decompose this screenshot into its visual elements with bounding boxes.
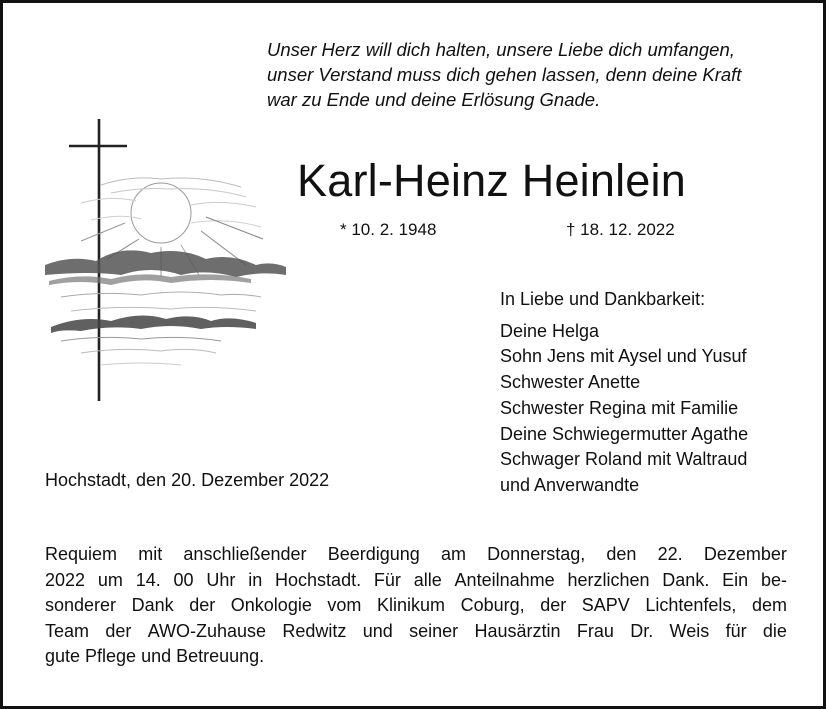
notice-word: Frau	[576, 620, 614, 641]
notice-line	[45, 619, 787, 645]
notice-word: die	[762, 620, 787, 641]
mourner-item: und Anverwandte	[500, 474, 640, 495]
notice-word: in	[248, 569, 263, 590]
deceased-name: Karl-Heinz Heinlein	[297, 155, 686, 206]
notice-word: Dank.	[662, 569, 710, 590]
mourners-intro: In Liebe und Dankbarkeit:	[500, 289, 706, 309]
quote-line: war zu Ende und deine Erlösung Gnade.	[267, 89, 601, 110]
notice-word: Klinikum	[376, 595, 446, 615]
notice-word: alle	[413, 569, 442, 590]
notice-word: für	[725, 620, 747, 641]
notice-word: Für	[373, 569, 401, 590]
birth-date: * 10. 2. 1948	[340, 220, 437, 239]
notice-word: der	[105, 620, 132, 641]
notice-word: Donnerstag,	[487, 544, 586, 564]
notice-word: Onkologie	[230, 595, 312, 615]
notice-word: vom	[327, 595, 362, 615]
mourners-list	[500, 287, 748, 499]
notice-word: Redwitz	[282, 620, 347, 641]
notice-word: Dezember	[703, 544, 787, 564]
funeral-notice	[45, 542, 787, 670]
notice-word: Weis	[669, 620, 710, 641]
notice-word: den	[606, 544, 637, 564]
notice-word: SAPV	[581, 595, 630, 615]
place-date: Hochstadt, den 20. Dezember 2022	[45, 470, 330, 490]
death-date: † 18. 12. 2022	[566, 220, 675, 239]
notice-word: der	[189, 595, 216, 615]
notice-word: Requiem	[45, 544, 118, 564]
notice-word: 00	[173, 569, 194, 590]
quote-line: Unser Herz will dich halten, unsere Liebe dich umfangen,	[267, 39, 735, 60]
notice-word: 2022	[45, 569, 86, 590]
notice-word: anschließender	[183, 544, 307, 564]
cross-landscape-illustration	[41, 115, 291, 405]
notice-word: Lichtenfels,	[645, 595, 737, 615]
mourner-item: Deine Helga	[500, 320, 600, 341]
notice-word: mit	[138, 544, 163, 564]
notice-word: um	[97, 569, 123, 590]
notice-word: Anteilnahme	[454, 569, 555, 590]
notice-word: seiner	[409, 620, 459, 641]
notice-word: dem	[751, 595, 787, 615]
notice-line	[45, 542, 787, 568]
notice-word: Hochstadt.	[275, 569, 362, 590]
notice-word: Uhr	[206, 569, 236, 590]
notice-word: 14.	[135, 569, 161, 590]
notice-word: herzlichen	[567, 569, 650, 590]
notice-word: Ein	[722, 569, 749, 590]
notice-line	[45, 593, 787, 619]
notice-word: Team	[45, 620, 90, 641]
notice-word: be-	[760, 569, 787, 590]
sun-landscape-drawing	[45, 178, 286, 365]
mourner-item: Schwager Roland mit Waltraud	[500, 449, 748, 470]
notice-word: Coburg,	[460, 595, 525, 615]
notice-word: und	[362, 620, 393, 641]
mourner-item: Schwester Regina mit Familie	[500, 397, 739, 418]
mourner-item: Schwester Anette	[500, 372, 641, 393]
notice-word: AWO-Zuhause	[147, 620, 267, 641]
notice-word: Hausärztin	[474, 620, 561, 641]
notice-word: sonderer	[45, 595, 117, 615]
mourner-item: Deine Schwiegermutter Agathe	[500, 423, 749, 444]
notice-word: 22.	[657, 544, 683, 564]
memorial-quote	[267, 37, 807, 112]
notice-line	[45, 568, 787, 594]
notice-line: gute Pflege und Betreuung.	[45, 646, 265, 666]
notice-word: Dr.	[630, 620, 654, 641]
notice-word: der	[540, 595, 567, 615]
mourner-item: Sohn Jens mit Aysel und Yusuf	[500, 346, 747, 367]
quote-line: unser Verstand muss dich gehen lassen, denn deine Kraft	[267, 64, 742, 85]
notice-word: Beerdigung	[327, 544, 420, 564]
notice-word: am	[440, 544, 466, 564]
notice-word: Dank	[131, 595, 174, 615]
